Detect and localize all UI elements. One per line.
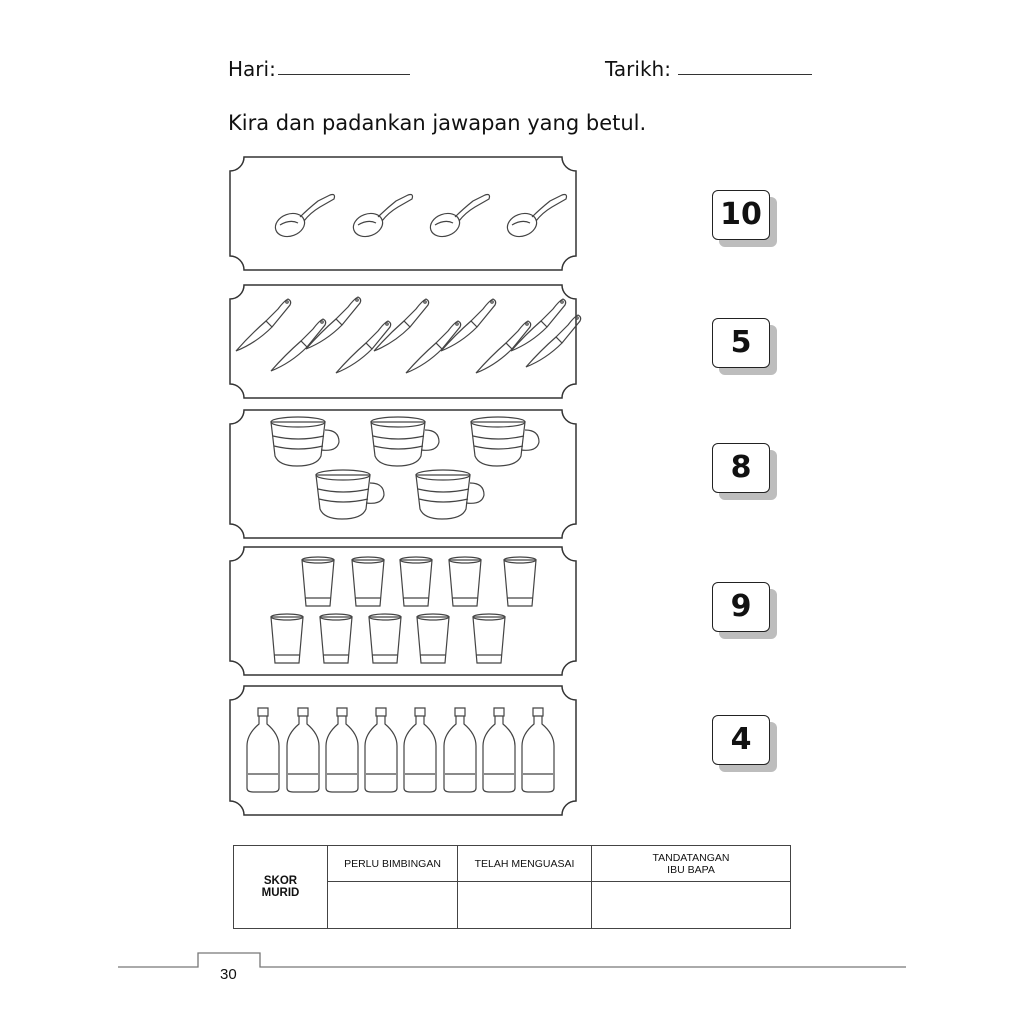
group-glasses[interactable] [230,547,576,675]
frame-border [230,686,576,815]
column-header: PERLU BIMBINGAN [328,846,458,882]
answer-box[interactable]: 4 [712,715,770,765]
answer-box[interactable]: 9 [712,582,770,632]
answer-box[interactable]: 5 [712,318,770,368]
signature-cell[interactable] [592,882,791,929]
group-spoons[interactable] [230,157,576,270]
page-number: 30 [220,966,237,983]
day-field[interactable] [278,74,410,75]
group-bottles[interactable] [230,686,576,815]
frame-border [230,285,576,398]
column-header: TELAH MENGUASAI [458,846,592,882]
score-row-label: SKOR MURID [234,846,328,929]
date-field[interactable] [678,74,812,75]
group-cups[interactable] [230,410,576,538]
instruction: Kira dan padankan jawapan yang betul. [228,111,647,135]
score-table [233,845,791,929]
date-label: Tarikh: [605,57,671,81]
score-cell[interactable] [458,882,592,929]
answer-box[interactable]: 8 [712,443,770,493]
column-header: TANDATANGAN IBU BAPA [592,846,791,882]
score-cell[interactable] [328,882,458,929]
answer-box[interactable]: 10 [712,190,770,240]
day-label: Hari: [228,57,276,81]
group-knives[interactable] [230,285,576,398]
frame-border [230,547,576,675]
